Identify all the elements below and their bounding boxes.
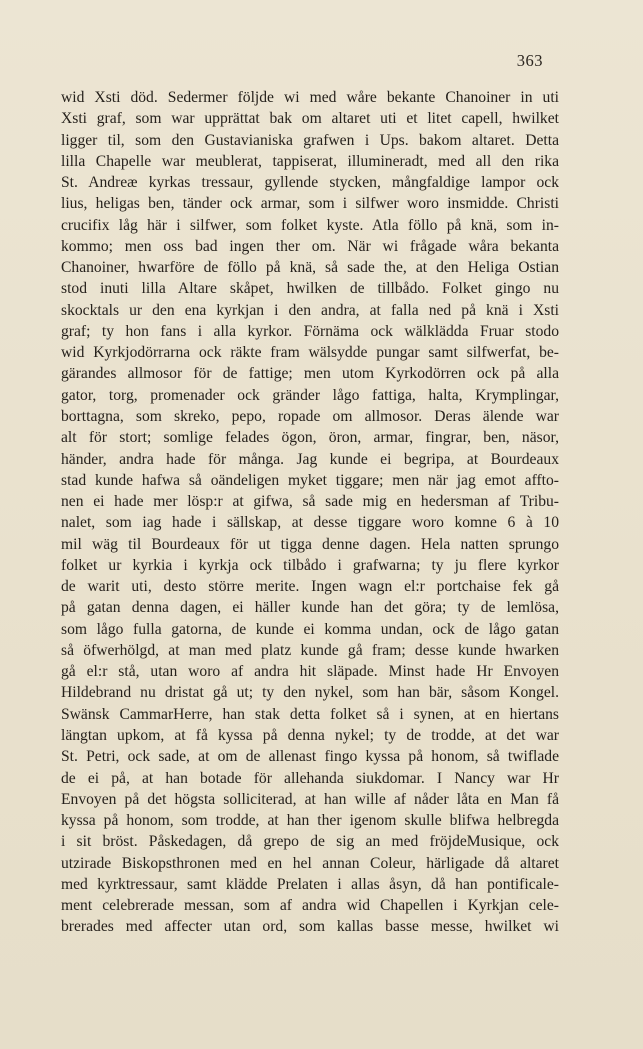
text-line: graf; ty hon fans i alla kyrkor. Förnäma ock wälklädda Fruar stodo [61,322,559,340]
text-line: på gatan denna dagen, ei häller kunde han det göra; ty de lemlösa, [61,599,559,617]
text-line: händer, andra hade för många. Jag kunde ei begripa, at Bourdeaux [61,450,559,468]
text-line: St. Petri, ock sade, at om de allenast fingo kyssa på honom, så twiflade [61,748,559,766]
text-line: folket ur kyrkia i kyrkja ock tilbådo i grafwarna; ty ju flere kyrkor [61,556,559,574]
text-line: Hildebrand nu dristat gå ut; ty den nykel, som han bär, såsom Kongel. [61,684,559,702]
text-line: gator, torg, promenader ock gränder lågo fattiga, halta, Krymplingar, [61,386,559,404]
text-line: mil wäg til Bourdeaux för ut tigga denne dagen. Hela natten sprungo [61,535,559,553]
text-line: Xsti graf, som war upprättat bak om altaret uti et litet capell, hwilket [61,110,559,128]
text-line: kyssa på honom, som trodde, at han ther igenom skulle blifwa helbregda [61,812,559,830]
text-line: i sit bröst. Påskedagen, då grepo de sig an med fröjdeMusique, ock [61,833,559,851]
text-line: de warit uti, desto större merite. Ingen wagn el:r portchaise fek gå [61,578,559,596]
text-line: stod inuti lilla Altare skåpet, hwilken de tillbådo. Folket gingo nu [61,280,559,298]
text-line: med kyrktressaur, samt klädde Prelaten i allas åsyn, då han pontificale- [61,875,559,893]
text-line: crucifix låg här i silfwer, som folket kyste. Atla föllo på knä, som in- [61,216,559,234]
text-line: skocktals ur den ena kyrkjan i den andra, at falla ned på knä i Xsti [61,301,559,319]
text-line: gå el:r stå, utan woro af andra hit släpade. Minst hade Hr Envoyen [61,663,559,681]
text-line: så öfwerhölgd, at man med platz kunde gå fram; desse kunde hwarken [61,641,559,659]
text-line: ligger til, som den Gustavianiska grafwen i Ups. bakom altaret. Detta [61,131,559,149]
text-line: Swänsk CammarHerre, han stak detta folket så i synen, at en hiertans [61,705,559,723]
text-line: längtan upkom, at få kyssa på denna nykel; ty de trodde, at det war [61,726,559,744]
text-line: ment celebrerade messan, som af andra wid Chapellen i Kyrkjan cele- [61,897,559,915]
text-line: som lågo fulla gatorna, de kunde ei komma undan, ock de lågo gatan [61,620,559,638]
text-line: gärandes allmosor för de fattige; men utom Kyrkodörren ock på alla [61,365,559,383]
text-line: kommo; men oss bad ingen ther om. När wi frågade wåra bekanta [61,237,559,255]
body-text [61,87,559,938]
text-line: nen ei hade mer lösp:r at gifwa, så sade mig en hedersman af Tribu- [61,493,559,511]
text-line: alt för stort; somlige felades ögon, öron, armar, fingrar, ben, näsor, [61,429,559,447]
text-line: de ei på, at han botade för allehanda siukdomar. I Nancy war Hr [61,769,559,787]
text-line: stad kunde hafwa så oändeligen myket tiggare; men när jag emot affto- [61,471,559,489]
text-line: lius, heligas ben, tänder ock armar, som i silfwer woro insmidde. Christi [61,195,559,213]
text-line: wid Xsti död. Sedermer följde wi med wåre bekante Chanoiner in uti [61,89,559,106]
text-line: lilla Chapelle war meublerat, tappiserat, illumineradt, med all den rika [61,152,559,170]
text-line: utzirade Biskopsthronen med en hel annan Coleur, härligade då altaret [61,854,559,872]
text-line: borttagna, som skreko, pepo, ropade om allmosor. Deras älende war [61,407,559,425]
text-line: St. Andreæ kyrkas tressaur, gyllende stycken, mångfaldige lampor ock [61,174,559,192]
text-line: brerades med affecter utan ord, som kallas basse messe, hwilket wi [61,918,559,936]
text-line: Envoyen på det högsta solliciterad, at han wille af nåder låta en Man få [61,790,559,808]
page-number: 363 [516,51,543,70]
text-line: wid Kyrkjodörrarna ock räkte fram wälsydde pungar samt silfwerfat, be- [61,344,559,362]
text-line: nalet, som iag hade i sällskap, at desse tiggare woro komne 6 à 10 [61,514,559,532]
text-line: Chanoiner, hwarföre de föllo på knä, så sade the, at den Heliga Ostian [61,259,559,277]
